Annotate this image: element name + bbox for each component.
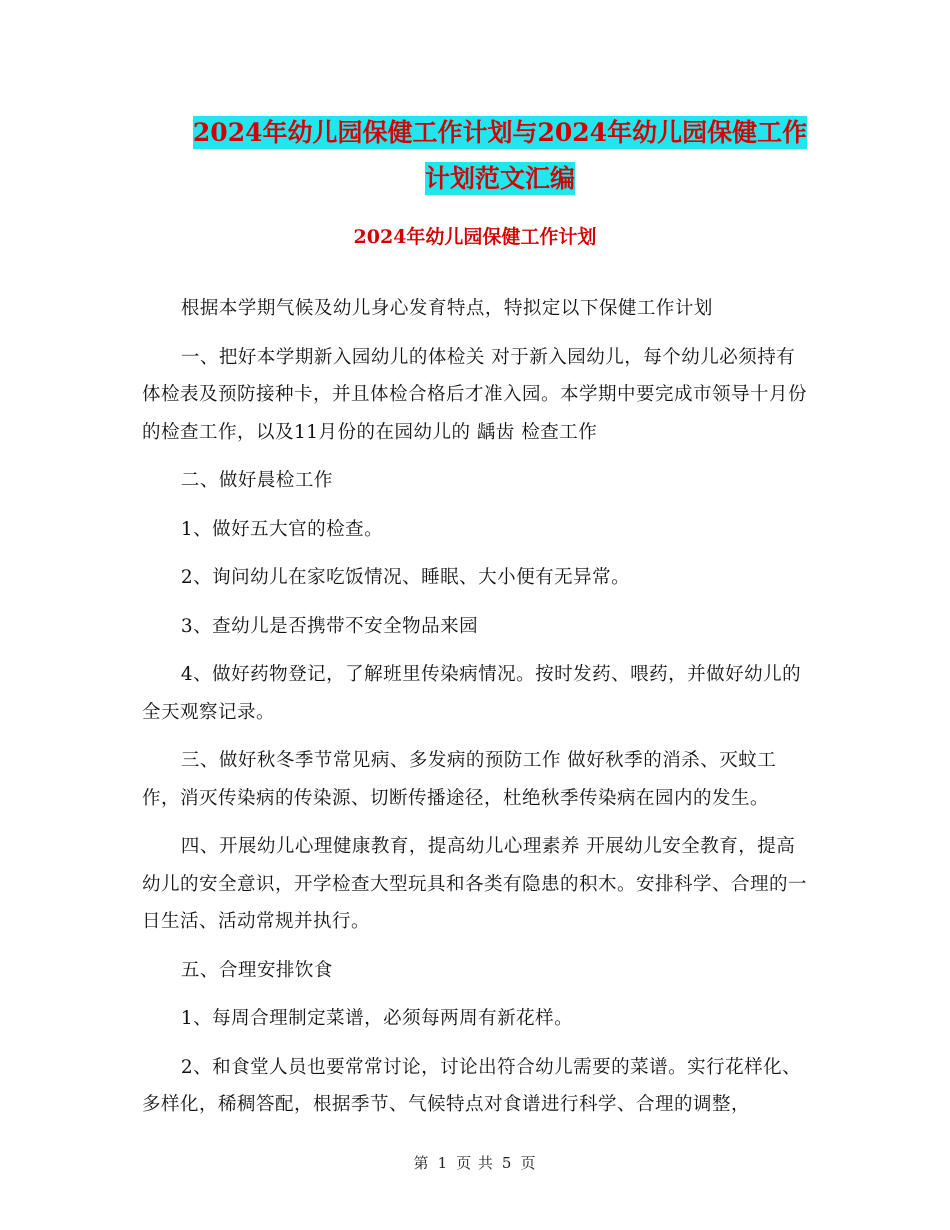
footer-middle: 页 共 (456, 1154, 494, 1172)
page-footer (0, 1152, 950, 1173)
footer-prefix: 第 (413, 1154, 430, 1172)
paragraph-item-5-1: 1、每周合理制定菜谱，必须每两周有新花样。 (180, 1008, 574, 1029)
paragraph-item-2: 二、做好晨检工作 (180, 470, 333, 491)
paragraph-item-2-3: 3、查幼儿是否携带不安全物品来园 (180, 615, 479, 637)
document-title (120, 110, 880, 202)
footer-suffix: 页 (520, 1154, 537, 1172)
document-body (142, 290, 812, 1135)
paragraph-item-5-2: 2、和食堂人员也要常常讨论，讨论出符合幼儿需要的菜谱。实行花样化、多样化，稀稠答配，根据季节、气候特点对食谱进行科学、合理的调整， (142, 1056, 802, 1115)
paragraph-item-2-2: 2、询问幼儿在家吃饭情况、睡眠、大小便有无异常。 (180, 567, 631, 588)
paragraph-item-3: 三、做好秋冬季节常见病、多发病的预防工作 做好秋季的消杀、灭蚊工作，消灭传染病的传染源、切断传播途径，杜绝秋季传染病在园内的发生。 (142, 750, 777, 809)
paragraph-item-4: 四、开展幼儿心理健康教育，提高幼儿心理素养 开展幼儿安全教育，提高幼儿的安全意识，开学检查大型玩具和各类有隐患的积木。安排科学、合理的一日生活、活动常规并执行。 (142, 836, 808, 932)
title-line-1: 2024年幼儿园保健工作计划与2024年幼儿园保健工作 (192, 118, 808, 147)
paragraph-item-1: 一、把好本学期新入园幼儿的体检关 对于新入园幼儿，每个幼儿必须持有体检表及预防接种卡，并且体检合格后才准入园。本学期中要完成市领导十月份的检查工作，以及11月份的在园幼儿的 龋齿 检查工作 (142, 346, 808, 443)
paragraph-item-5: 五、合理安排饮食 (180, 959, 333, 981)
footer-current-page: 1 (437, 1154, 449, 1172)
footer-total-pages: 5 (501, 1154, 513, 1172)
title-line-2: 计划范文汇编 (424, 164, 575, 193)
paragraph-intro: 根据本学期气候及幼儿身心发育特点，特拟定以下保健工作计划 (180, 298, 713, 319)
paragraph-item-2-1: 1、做好五大官的检查。 (180, 518, 384, 540)
section-title: 2024年幼儿园保健工作计划 (353, 226, 597, 248)
paragraph-item-2-4: 4、做好药物登记，了解班里传染病情况。按时发药、喂药，并做好幼儿的全天观察记录。 (142, 664, 802, 723)
